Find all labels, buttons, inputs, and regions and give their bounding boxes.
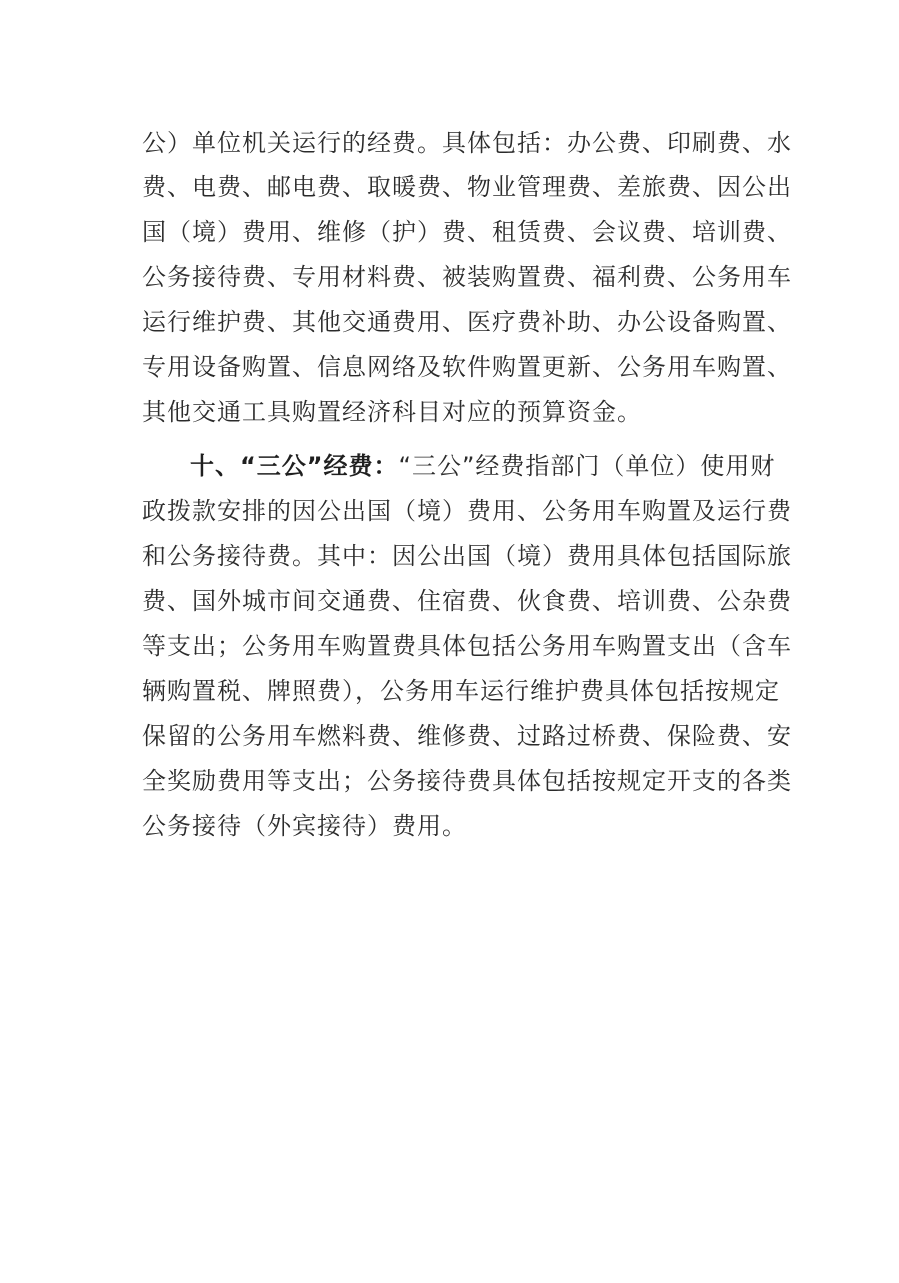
section-heading: 十、“三公”经费：	[190, 452, 399, 480]
paragraph-2-line-8: 全奖励费用等支出；公务接待费具体包括按规定开支的各类	[142, 767, 792, 795]
paragraph-2-line-5: 等支出；公务用车购置费具体包括公务用车购置支出（含车	[142, 632, 792, 660]
paragraph-2-line-1-text: “三公”经费指部门（单位）使用财	[398, 452, 776, 480]
paragraph-2-line-4: 费、国外城市间交通费、住宿费、伙食费、培训费、公杂费	[142, 587, 792, 615]
paragraph-1-line-5: 运行维护费、其他交通费用、医疗费补助、办公设备购置、	[142, 308, 792, 336]
paragraph-1-line-1: 公）单位机关运行的经费。具体包括：办公费、印刷费、水	[142, 129, 792, 157]
paragraph-2-line-9: 公务接待（外宾接待）费用。	[142, 812, 467, 840]
paragraph-2-line-3: 和公务接待费。其中：因公出国（境）费用具体包括国际旅	[142, 542, 792, 570]
paragraph-2-line-2: 政拨款安排的因公出国（境）费用、公务用车购置及运行费	[142, 497, 792, 525]
paragraph-1-line-7: 其他交通工具购置经济科目对应的预算资金。	[142, 398, 642, 426]
paragraph-1-line-3: 国（境）费用、维修（护）费、租赁费、会议费、培训费、	[142, 218, 792, 246]
paragraph-2-line-1	[190, 451, 776, 481]
paragraph-2-line-7: 保留的公务用车燃料费、维修费、过路过桥费、保险费、安	[142, 722, 792, 750]
paragraph-1-line-4: 公务接待费、专用材料费、被装购置费、福利费、公务用车	[142, 263, 792, 291]
paragraph-2-line-6: 辆购置税、牌照费），公务用车运行维护费具体包括按规定	[142, 677, 780, 705]
paragraph-1-line-6: 专用设备购置、信息网络及软件购置更新、公务用车购置、	[142, 353, 792, 381]
paragraph-1-line-2: 费、电费、邮电费、取暖费、物业管理费、差旅费、因公出	[142, 173, 792, 201]
